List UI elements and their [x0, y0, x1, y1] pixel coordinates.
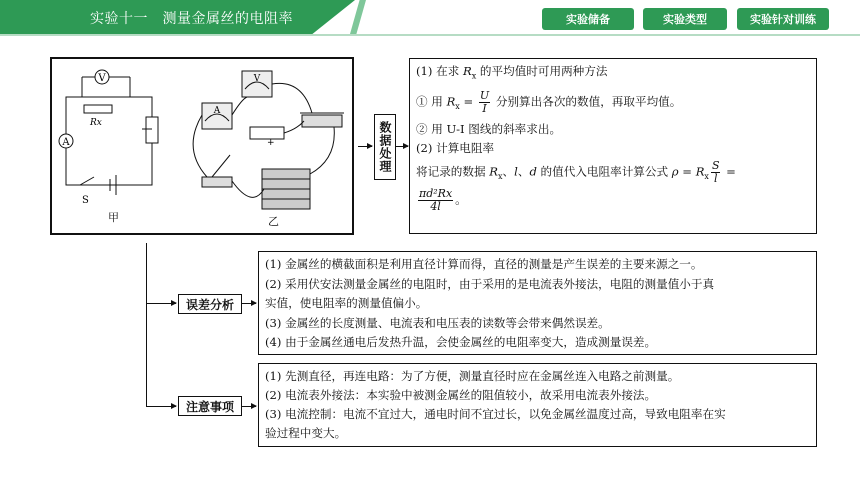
panel-data-processing	[409, 58, 817, 234]
tag-data-processing: 数据处理	[374, 114, 396, 180]
tag-precautions: 注意事项	[178, 396, 242, 416]
nav-button-training[interactable]: 实验针对训练	[737, 8, 829, 30]
switch-label: S	[82, 195, 89, 206]
processing-line-2: ① 用 $R_x$ = $\frac{U}{I}$ 分别算出各次的数值，再取平均值。	[416, 88, 682, 115]
arrow-processing-to-panel	[396, 146, 408, 147]
svg-text:+: +	[267, 138, 275, 148]
precaution-line-1: (1) 先测直径，再连电路：为了方便，测量直径时应在金属丝连入电路之前测量。	[265, 369, 680, 383]
svg-text:A: A	[213, 106, 221, 116]
arrow-figure-to-processing	[358, 146, 372, 147]
tag-error-analysis: 误差分析	[178, 294, 242, 314]
processing-line-6: $\frac{\text{πd²Rx}}{4l}$ 。	[419, 187, 467, 214]
switch-device	[202, 177, 232, 187]
arrow-precaution-tag-to-panel	[242, 406, 256, 407]
arrow-error-tag-to-panel	[242, 303, 256, 304]
precaution-line-4: 验过程中变大。	[265, 426, 347, 440]
figure-label-left: 甲	[108, 211, 119, 224]
error-line-1: (1) 金属丝的横截面积是利用直径计算而得，直径的测量是产生误差的主要来源之一。	[265, 257, 703, 271]
nav-button-preparation[interactable]: 实验储备	[542, 8, 634, 30]
panel-error-analysis	[258, 251, 817, 355]
header-accent-stripe	[350, 0, 366, 34]
voltmeter-label: V	[98, 73, 106, 84]
panel-precautions	[258, 363, 817, 447]
error-line-5: (4) 由于金属丝通电后发热升温，会使金属丝的电阻率变大，造成测量误差。	[265, 335, 657, 349]
precaution-line-3: (3) 电流控制：电流不宜过大，通电时间不宜过长，以免金属丝温度过高，导致电阻率在实	[265, 407, 726, 421]
svg-text:V: V	[253, 74, 261, 84]
precaution-line-2: (2) 电流表外接法：本实验中被测金属丝的阻值较小，故采用电流表外接法。	[265, 388, 657, 402]
nav-button-types[interactable]: 实验类型	[643, 8, 727, 30]
tree-trunk	[146, 243, 147, 407]
arrow-to-precautions	[146, 406, 176, 407]
header-bar	[0, 0, 860, 36]
error-line-4: (3) 金属丝的长度测量、电流表和电压表的读数等会带来偶然误差。	[265, 315, 610, 330]
figure-label-right: 乙	[268, 215, 279, 228]
page-title: 实验十一 测量金属丝的电阻率	[90, 11, 293, 27]
processing-line-4: (2) 计算电阻率	[416, 140, 495, 155]
processing-line-5: 将记录的数据 $R_x$、l、d 的值代入电阻率计算公式 $\rho = R_x$ $\frac{S}{l}$ =	[416, 159, 736, 186]
error-line-2: (2) 采用伏安法测量金属丝的电阻时，由于采用的是电流表外接法，电阻的测量值小于真	[265, 276, 715, 291]
error-line-3: 实值，使电阻率的测量值偏小。	[265, 296, 428, 310]
experiment-figure	[50, 57, 354, 235]
header-divider	[0, 34, 860, 36]
ammeter-label: A	[62, 137, 70, 148]
resistor-label: Rx	[90, 118, 102, 128]
processing-line-3: ② 用 U-I 图线的斜率求出。	[416, 122, 562, 137]
circuit-diagram	[52, 59, 352, 233]
arrow-to-error-analysis	[146, 303, 176, 304]
rheostat-device	[302, 115, 342, 127]
processing-line-1: (1) 在求 $R_x$ 的平均值时可用两种方法	[416, 64, 608, 81]
